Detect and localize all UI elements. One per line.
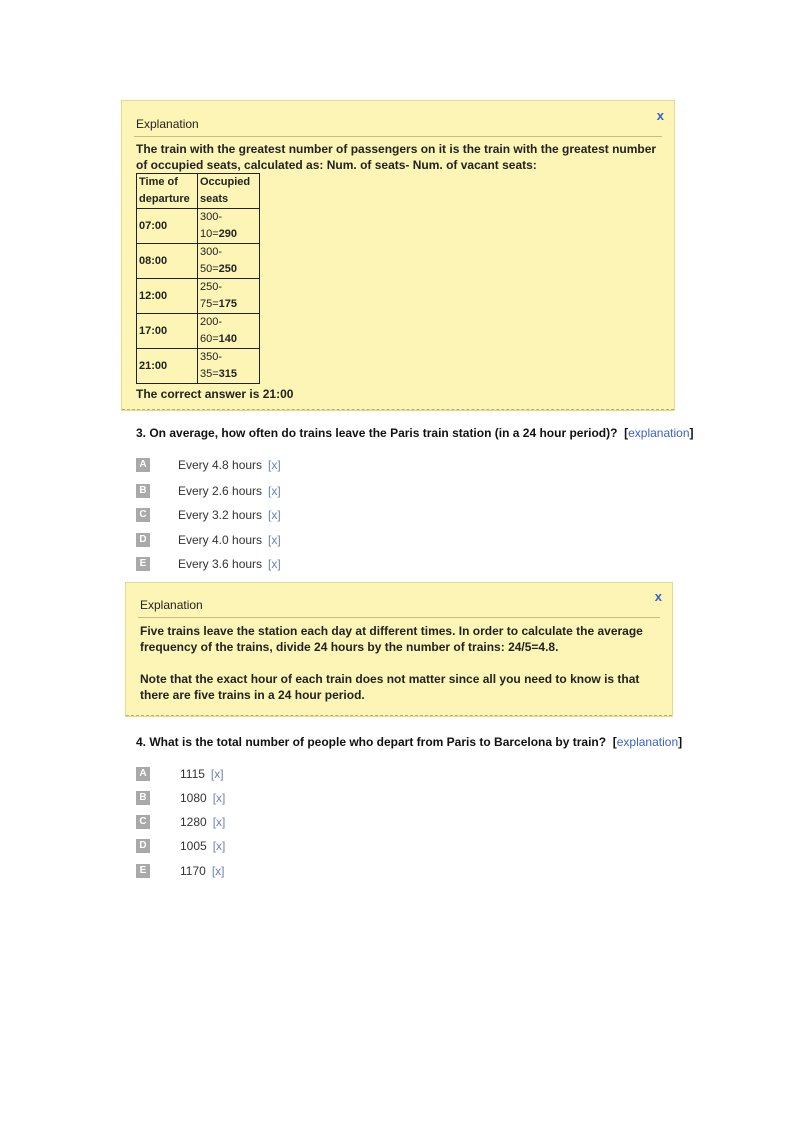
explanation-link[interactable]: explanation <box>616 735 679 749</box>
option-text[interactable]: 1115 <box>180 767 205 781</box>
eliminate-option[interactable]: [x] <box>212 839 226 853</box>
explanation-link[interactable]: explanation <box>628 426 690 440</box>
option-text[interactable]: 1170 <box>180 864 206 878</box>
explanation-panel-2 <box>125 582 673 717</box>
dashed-divider <box>126 715 672 716</box>
departure-time: 08:00 <box>137 244 198 279</box>
eliminate-option[interactable]: [x] <box>212 791 226 805</box>
seat-calculation: 250-75=175 <box>198 279 260 314</box>
column-header-seats: Occupied seats <box>198 174 260 209</box>
divider <box>138 617 660 618</box>
divider <box>134 136 662 137</box>
option-letter[interactable]: D <box>136 839 150 853</box>
column-header-time: Time of departure <box>137 174 198 209</box>
seat-calculation: 200-60=140 <box>198 314 260 349</box>
option-letter[interactable]: E <box>136 864 150 878</box>
option-letter[interactable]: A <box>136 458 150 472</box>
departure-time: 21:00 <box>137 349 198 384</box>
table-row <box>137 314 260 349</box>
option-letter[interactable]: E <box>136 557 150 571</box>
table-row <box>137 279 260 314</box>
explanation-heading: Explanation <box>136 117 199 131</box>
eliminate-option[interactable]: [x] <box>212 815 226 829</box>
explanation-paragraph-2: Note that the exact hour of each train does not matter since all you need to know is that there are five trains in a 24 hour period. <box>140 672 640 702</box>
option-letter[interactable]: A <box>136 767 150 781</box>
table-header-row <box>137 174 260 209</box>
dashed-divider <box>122 409 674 410</box>
departure-time: 12:00 <box>137 279 198 314</box>
option-text[interactable]: Every 4.0 hours <box>178 533 263 547</box>
table-row <box>137 209 260 244</box>
option-text[interactable]: Every 2.6 hours <box>178 484 263 498</box>
eliminate-option[interactable]: [x] <box>268 508 281 522</box>
explanation-paragraph-1: Five trains leave the station each day at different times. In order to calculate the average frequency of the trains, divide 24 hours by the number of trains: 24/5=4.8. <box>140 624 643 654</box>
option-letter[interactable]: B <box>136 791 150 805</box>
explanation-heading: Explanation <box>140 598 203 612</box>
seat-calculation: 300-50=250 <box>198 244 260 279</box>
correct-answer: The correct answer is 21:00 <box>136 387 294 401</box>
departure-time: 17:00 <box>137 314 198 349</box>
question-4: 4. What is the total number of people who depart from Paris to Barcelona by train? [explanation] <box>136 735 683 749</box>
close-icon[interactable]: x <box>656 108 664 123</box>
explanation-panel-1 <box>121 100 675 411</box>
table-row <box>137 349 260 384</box>
option-text[interactable]: Every 3.6 hours <box>178 557 263 571</box>
eliminate-option[interactable]: [x] <box>268 458 281 472</box>
close-icon[interactable]: x <box>654 589 662 604</box>
option-text[interactable]: 1280 <box>180 815 207 829</box>
seat-calculation: 350-35=315 <box>198 349 260 384</box>
option-letter[interactable]: C <box>136 815 150 829</box>
table-row <box>137 244 260 279</box>
option-text[interactable]: 1005 <box>180 839 207 853</box>
eliminate-option[interactable]: [x] <box>268 484 281 498</box>
question-3-text: 3. On average, how often do trains leave the Paris train station (in a 24 hour period)? <box>136 426 618 440</box>
explanation-intro: The train with the greatest number of passengers on it is the train with the greatest number of occupied seats, calculated as: Num. of seats- Num. of vacant seats: <box>136 142 657 172</box>
option-text[interactable]: Every 4.8 hours <box>178 458 263 472</box>
occupied-seats-table <box>136 173 260 384</box>
eliminate-option[interactable]: [x] <box>210 767 224 781</box>
option-letter[interactable]: D <box>136 533 150 547</box>
eliminate-option[interactable]: [x] <box>268 557 281 571</box>
question-3: 3. On average, how often do trains leave the Paris train station (in a 24 hour period)? [explanation] <box>136 426 694 440</box>
question-4-text: 4. What is the total number of people who depart from Paris to Barcelona by train? <box>136 735 607 749</box>
eliminate-option[interactable]: [x] <box>211 864 225 878</box>
seat-calculation: 300-10=290 <box>198 209 260 244</box>
option-text[interactable]: Every 3.2 hours <box>178 508 263 522</box>
departure-time: 07:00 <box>137 209 198 244</box>
eliminate-option[interactable]: [x] <box>268 533 281 547</box>
option-letter[interactable]: C <box>136 508 150 522</box>
option-letter[interactable]: B <box>136 484 150 498</box>
option-text[interactable]: 1080 <box>180 791 207 805</box>
